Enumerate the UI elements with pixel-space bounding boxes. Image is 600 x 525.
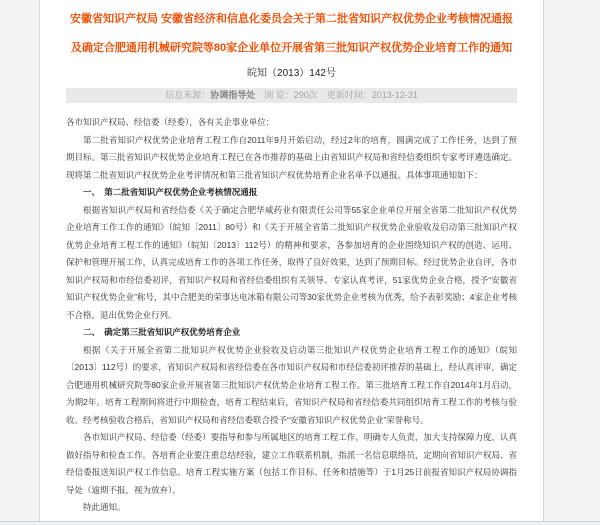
article-content — [40, 0, 543, 517]
meta-update-time: 更新时间：2013-12-31 — [326, 90, 418, 100]
section-heading-2: 二、 确定第三批省知识产权优势培育企业 — [83, 327, 241, 337]
section-heading-1: 一、 第二批省知识产权优势企业考核情况通报 — [83, 187, 258, 197]
paragraph-intro: 第二批省知识产权优势企业培育工程工作自2011年9月开始启动，经过2年的培育，圆满完成了工作任务，达到了预期目标。第三批省知识产权优势企业培育工程已在各市推荐的基础上由省知识产权局和省经信委组织专家考评遴选确定。现将第二批省知识产权优势企业考评情况和第三批省知识产权优势培育企业名单予以通报。具体事项通知如下： — [66, 134, 517, 180]
article-panel — [39, 0, 544, 522]
meta-source-value: 协调指导处 — [210, 90, 256, 100]
document-number: 皖知（2013）142号 — [247, 68, 336, 79]
salutation-line: 各市知识产权局、经信委（经委），各有关企事业单位： — [66, 117, 275, 127]
paragraph-requirements: 各市知识产权局、经信委（经委）要指导和参与所属地区的培育工程工作，明确专人负责，加大支持保障力度，认真做好指导和检查工作。各培育企业要注重总结经验，建立工作联系机制，指派一名信息联络员，定期向省知识产权局、省经信委报送知识产权工作信息。培育工程实施方案（包括工作目标、任务和措施等）于1月25日前报省知识产权局协调指导处（逾期不报，视为放弃）。 — [66, 432, 517, 495]
page-title-line-2: 及确定合肥通用机械研究院等80家企业单位开展省第三批知识产权优势企业培育工作的通知 — [70, 42, 513, 54]
meta-bar — [66, 88, 517, 103]
page-title — [66, 5, 517, 63]
closing-line: 特此通知。 — [83, 502, 126, 512]
paragraph-section-2: 根据《关于开展全省第二批知识产权优势企业验收及启动第三批知识产权优势企业培育工程工作的通知》（皖知〔2013〕112号）的要求，省知识产权局和省经信委在各市知识产权局和市经信委初评推荐的基础上，经认真评审，确定合肥通用机械研究院等80家企业开展省第三批知识产权优势企业培育工程工作。第三批培育工程工作自2014年1月启动，为期2年。培育工程期间将进行中期检查，培育工程结束后，省知识产权局和省经信委共同组织培育工程工作的考核与验收。经考核验收合格后，省知识产权局和省经信委联合授予“安徽省知识产权优势企业”荣誉称号。 — [66, 344, 517, 425]
document-body — [66, 114, 517, 517]
meta-source-label: 信息来源： — [165, 90, 211, 100]
page-title-line-1: 安徽省知识产权局 安徽省经济和信息化委员会关于第二批省知识产权优势企业考核情况通报 — [69, 13, 514, 25]
paragraph-section-1: 根据省知识产权局和省经信委《关于确定合肥华威药业有限责任公司等55家企业单位开展全省第二批知识产权优势企业培育工作工作的通知》（皖知〔2011〕80号）和《关于开展全省第二批知识产权优势企业验收及启动第三批知识产权优势企业培育工程工作的通知》（皖知〔2013〕112号）的精神和要求，各参加培育的企业围绕知识产权的创造、运用、保护和管理开展工作，认真完成培育工作的各项工作任务，取得了良好效果，达到了预期目标。经过优势企业自评，各市知识产权局和市经信委初评，省知识产权局和省经信委组织有关领导、专家认真考评，51家优势企业合格，授予“安徽省知识产权优势企业”称号，其中合肥美的荣事达电冰箱有限公司等30家优势企业考核为优秀，给予表彰奖励；4家企业考核不合格，退出优势企业行列。 — [66, 204, 517, 320]
meta-view-count: 浏 览：290次 — [264, 90, 318, 100]
